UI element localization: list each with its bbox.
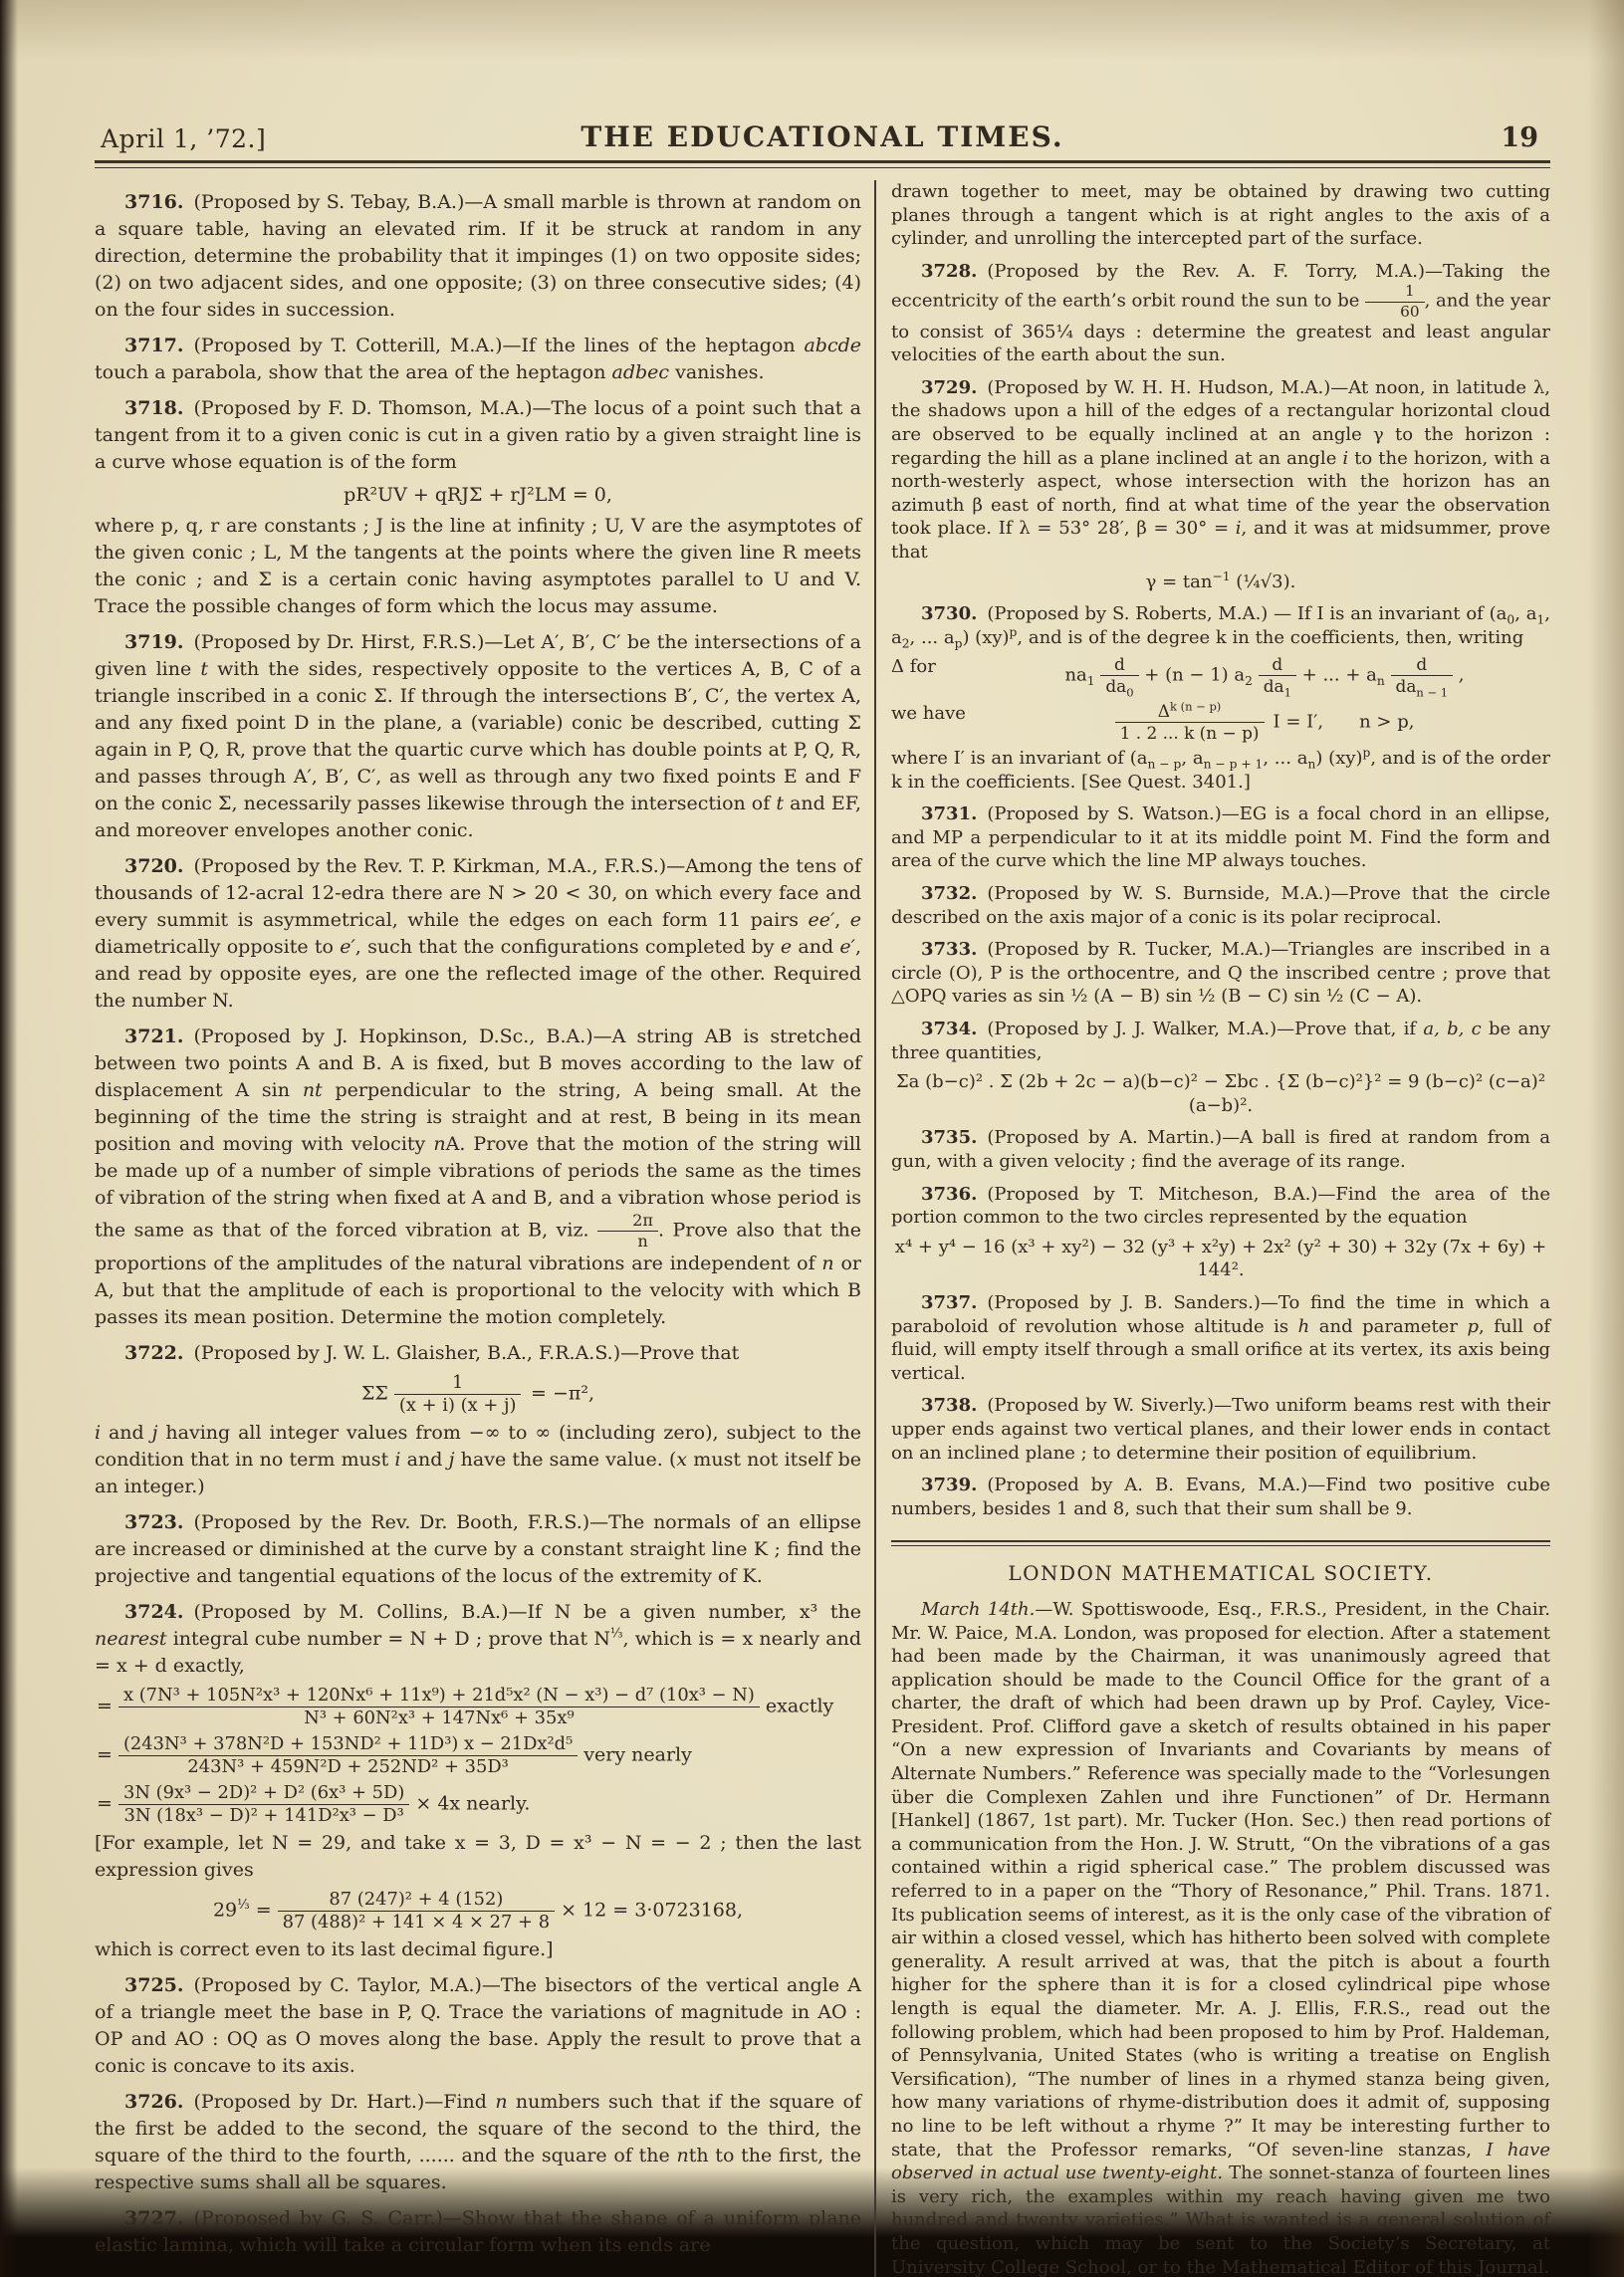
text-paragraph: [For example, let N = 29, and take x = 3, D = x³ − N = − 2 ; then the last expression gives [95, 1832, 861, 1882]
fraction: $\frac{1}{60}$ [1365, 283, 1424, 320]
fraction: $\frac{\text{87 (247)² + 4 (152)}}{\text{87 (488)² + 141 × 4 × 27 + 8}}$ [278, 1890, 555, 1933]
problem-3733: 3733. (Proposed by R. Tucker, M.A.)—Triangles are inscribed in a circle (O), P is the orthocentre, and Q the inscribed centre ; prove that △OPQ varies as sin ½ (A − B) sin ½ (B − C) sin ½ (C − A). [891, 939, 1550, 1008]
problem-3738: 3738. (Proposed by W. Siverly.)—Two uniform beams rest with their upper ends against two vertical planes, and their lower ends in contact on an inclined plane ; to determine their position of equilibrium. [891, 1395, 1550, 1464]
problem-3718: 3718. (Proposed by F. D. Thomson, M.A.)—The locus of a point such that a tangent from it to a given conic is cut in a given ratio by a given straight line is a curve whose equation is of the form [95, 397, 861, 473]
problem-number: 3721. [124, 1025, 184, 1047]
left-column [95, 180, 874, 2277]
problem-3732: 3732. (Proposed by W. S. Burnside, M.A.)—Prove that the circle described on the axis major of a conic is its polar reciprocal. [891, 883, 1550, 928]
fraction: $\frac{2\pi}{n}$ [597, 1212, 658, 1251]
problem-number: 3717. [124, 335, 184, 356]
problem-3739: 3739. (Proposed by A. B. Evans, M.A.)—Find two positive cube numbers, besides 1 and 8, such that their sum shall be 9. [891, 1475, 1550, 1519]
problem-number: 3728. [921, 260, 978, 282]
problem-number: 3726. [124, 2091, 184, 2114]
formula-label: we have [891, 703, 966, 725]
fraction: $\frac{\text{3N (9x³ − 2D)² + D² (6x³ + 5D)}}{\text{3N (18x³ − D)² + 141D²x³ − D³}}$ [118, 1783, 409, 1826]
fraction: $\frac{d}{da_{n - 1}}$ [1391, 655, 1454, 696]
display-formula: pR²UV + qRJΣ + rJ²LM = 0, [344, 484, 612, 506]
fraction: x (7N³ + 105N²x³ + 120Nx⁶ + 11x⁹) + 21d⁵x² (N − x³) − d⁷ (10x³ − N) N³ + 60N²x³ + 147Nx⁶ + 35x⁹ [118, 1686, 760, 1728]
problem-number: 3729. [921, 376, 978, 398]
problem-3731: 3731. (Proposed by S. Watson.)—EG is a focal chord in an ellipse, and MP a perpendicular to it at its middle point M. Find the form and area of the curve which the line MP always touches. [891, 803, 1550, 872]
page-title: THE EDUCATIONAL TIMES. [580, 120, 1064, 153]
problem-3729: 3729. (Proposed by W. H. H. Hudson, M.A.)—At noon, in latitude λ, the shadows upon a hill of the edges of a rectangular horizontal cloud are observed to be equally inclined at an angle γ to the horizon : regarding the hill as a plane inclined at an angle i to the horizon, with a north-westerly aspect, whose intersection with the horizon has an azimuth β east of north, find at what time of the year the observation took place. If λ = 53° 28′, β = 30° = i, and it was at midsummer, prove that [891, 376, 1550, 563]
problem-3717: 3717. (Proposed by T. Cotterill, M.A.)—If the lines of the heptagon abcde touch a parabola, show that the area of the heptagon adbec vanishes. [95, 335, 861, 383]
display-formula: ΣΣ $\frac{1}{(x + i) (x + j)}$ = −π², [360, 1372, 595, 1417]
problem-number: 3722. [124, 1342, 184, 1365]
problem-number: 3734. [921, 1019, 978, 1040]
fraction: $\frac{\Delta^{k (n - p)}}{1 . 2 ... k (n - p)}$ [1115, 702, 1265, 743]
problem-number: 3725. [124, 1974, 184, 1997]
display-formula: Σa (b−c)² . Σ (2b + 2c − a)(b−c)² − Σbc . {Σ (b−c)²}² = 9 (b−c)² (c−a)² (a−b)². [895, 1071, 1546, 1116]
display-formula: $\gamma = \tan^{-1}$ (¼√3). [1145, 569, 1296, 592]
text-paragraph: March 14th.—W. Spottiswoode, Esq., F.R.S., President, in the Chair. Mr. W. Paice, M.A. London, was proposed for election. After a statement had been made by the Chairman, it was unanimously agreed that application should be made to the Council Office for the grant of a charter, the draft of which had been drawn up by Prof. Cayley, Vice-President. Prof. Clifford gave a sketch of results obtained in his paper “On a new expression of Invariants and Covariants by means of Alternate Numbers.” Reference was specially made to the “Vorlesungen über die Complexen Zahlen und ihre Functionen” of Dr. Hermann [Hankel] (1867, 1st part). Mr. Tucker (Hon. Sec.) then read portions of a communication from the Hon. J. W. Strutt, “On the vibrations of a gas contained within a rigid spherical case.” The problem discussed was referred to in a paper on the “Thory of Resonance,” Phil. Trans. 1871. Its publication seems of interest, as it is the only case of the vibration of air within a closed vessel, which has hitherto been solved with complete generality. A result arrived at was, that the pitch is about a fourth higher for the sphere than it is for a closed cylindrical pipe whose length is equal the diameter. Mr. A. J. Ellis, F.R.S., read out the following problem, which had been proposed to him by Prof. Haldeman, of Pennsylvania, United States (who is writing a treatise on English Versification), “The number of lines in a rhymed stanza being given, how many variations of rhyme-distribution does it admit of, supposing no line to be left without a rhyme ?” It may be interesting further to state, that the Professor remarks, “Of seven-line stanzas, I have observed in actual use twenty-eight. The sonnet-stanza of fourteen lines is very rich, the examples within my reach having given me two hundred and twenty varieties.” What is wanted is a general solution of the question, which may be sent to the Society’s Secretary, at University College School, or to the Mathematical Editor of this Journal. [891, 1598, 1551, 2277]
header-rule [95, 160, 1550, 168]
problem-3726: 3726. (Proposed by Dr. Hart.)—Find n numbers such that if the square of the first be added to the second, the square of the second to the third, the square of the third to the fourth, ...... and the square of the nth to the first, the respective sums shall all be squares. [95, 2091, 861, 2194]
problem-3736: 3736. (Proposed by T. Mitcheson, B.A.)—Find the area of the portion common to the two circles represented by the equation [891, 1183, 1550, 1229]
formula-body: $na_1$ $\frac{d}{da_0}$ + (n − 1) $a_2$ $\frac{d}{da_1}$ + ... + $a_n$ $\frac{d}{da_{n - 1}}$ , [1064, 654, 1465, 700]
problem-number: 3733. [921, 939, 978, 961]
problem-3730: 3730. (Proposed by S. Roberts, M.A.) — If I is an invariant of ($a_0$, $a_1$, $a_2$, ... $a_p$) (xy)$^p$, and is of the degree k in the coefficients, then, writing [891, 603, 1550, 651]
problem-3737: 3737. (Proposed by J. B. Sanders.)—To find the time in which a paraboloid of revolution whose altitude is h and parameter p, full of fluid, will empty itself through a small orifice at its vertex, its axis being vertical. [891, 1291, 1551, 1384]
problem-3725: 3725. (Proposed by C. Taylor, M.A.)—The bisectors of the vertical angle A of a triangle meet the base in P, Q. Trace the variations of magnitude in AO : OP and AO : OQ as O moves along the base. Apply the result to prove that a conic is concave to its axis. [95, 1974, 861, 2078]
display-formula: $29^{\frac{1}{3}}$ = $\frac{\text{87 (247)² + 4 (152)}}{\text{87 (488)² + 141 × 4 × 27 + 8}}$ × 12 = 3·0723168, [212, 1889, 744, 1934]
problem-number: 3720. [124, 855, 184, 877]
problem-number: 3736. [921, 1183, 978, 1205]
fraction: $\frac{d}{da_1}$ [1259, 655, 1296, 696]
display-formula [891, 654, 1550, 700]
formula-label: Δ for [891, 656, 936, 678]
display-formula: x⁴ + y⁴ − 16 (x³ + xy²) − 32 (y³ + x²y) + 2x² (y² + 30) + 32y (7x + 6y) + 144². [894, 1236, 1547, 1281]
problem-3734: 3734. (Proposed by J. J. Walker, M.A.)—Prove that, if a, b, c be any three quantities, [891, 1019, 1550, 1063]
text-paragraph: which is correct even to its last decimal figure.] [95, 1938, 554, 1961]
problem-number: 3718. [124, 397, 184, 419]
page-number: 19 [1501, 122, 1538, 153]
fraction: $\frac{1}{(x + i) (x + j)}$ [394, 1373, 522, 1416]
problem-number: 3724. [124, 1601, 184, 1624]
right-column [876, 180, 1550, 2277]
problem-3728: 3728. (Proposed by the Rev. A. F. Torry, M.A.)—Taking the eccentricity of the earth’s orbit round the sun to be $\frac{1}{60}$ , and the year to consist of 365¼ days : determine the greatest and least angular velocities of the earth about the sun. [891, 260, 1550, 366]
problem-number: 3727. [124, 2207, 184, 2230]
display-formula [891, 699, 1550, 744]
problem-3724: 3724. (Proposed by M. Collins, B.A.)—If N be a given number, x³ the nearest integral cube number = N + D ; prove that $N^{\frac{1}{3}}$, which is = x nearly and = x + d exactly, [95, 1601, 861, 1678]
page-header [95, 108, 1550, 153]
display-formula: = $\frac{\text{3N (9x³ − 2D)² + D² (6x³ + 5D)}}{\text{3N (18x³ − D)² + 141D²x³ − D³}}$ × 4x nearly. [97, 1782, 531, 1827]
text-paragraph: drawn together to meet, may be obtained by drawing two cutting planes through a tangent which is at right angles to the axis of a cylinder, and unrolling the intercepted part of the surface. [891, 181, 1550, 250]
problem-number: 3719. [124, 631, 184, 653]
problem-3723: 3723. (Proposed by the Rev. Dr. Booth, F.R.S.)—The normals of an ellipse are increased or diminished at the curve by a constant straight line K ; find the projective and tangential equations of the locus of the extremity of K. [95, 1511, 861, 1588]
problem-3721: 3721. (Proposed by J. Hopkinson, D.Sc., B.A.)—A string AB is stretched between two points A and B. A is fixed, but B moves according to the law of displacement A sin nt perpendicular to the string, A being small. At the beginning of the time the string is straight and at rest, B being in its mean position and moving with velocity nA. Prove that the motion of the string will be made up of a number of simple vibrations of periods the same as the times of vibration of the string when fixed at A and B, and a vibration whose period is the same as that of the forced vibration at B, viz. $\frac{2\pi}{n}$ . Prove also that the proportions of the amplitudes of the natural vibrations are independent of n or A, but that the amplitude of each is proportional to the velocity with which B passes its mean position. Determine the motion completely. [95, 1025, 861, 1329]
display-formula: = $\frac{\text{(243N³ + 378N²D + 153ND² + 11D³) x − 21Dx²d⁵}}{\text{243N³ + 459N²D + 252ND² + 35D³}}$ very nearly [97, 1733, 692, 1778]
fraction: $\frac{d}{da_0}$ [1100, 655, 1138, 696]
issue-date: April 1, ’72.] [101, 124, 267, 153]
fraction: $\frac{\text{(243N³ + 378N²D + 153ND² + 11D³) x − 21Dx²d⁵}}{\text{243N³ + 459N²D + 252ND² + 35D³}}$ [118, 1734, 578, 1777]
problem-3722: 3722. (Proposed by J. W. L. Glaisher, B.A., F.R.A.S.)—Prove that [124, 1342, 740, 1365]
text-paragraph: where p, q, r are constants ; J is the line at infinity ; U, V are the asymptotes of the given conic ; L, M the tangents at the points where the given line R meets the conic ; and Σ is a certain conic having asymptotes parallel to U and V. Trace the possible changes of form which the locus may assume. [95, 515, 861, 617]
display-formula: = x (7N³ + 105N²x³ + 120Nx⁶ + 11x⁹) + 21d⁵x² (N − x³) − d⁷ (10x³ − N) N³ + 60N²x³ + 147Nx⁶ + 35x⁹ exactly [97, 1685, 834, 1729]
problem-number: 3723. [124, 1511, 184, 1534]
problem-3716: 3716. (Proposed by S. Tebay, B.A.)—A small marble is thrown at random on a square table, having an elevated rim. If it be struck at random in any direction, determine the probability that it impinges (1) on two opposite sides; (2) on two adjacent sides, and one opposite; (3) on three consecutive sides; (4) on the four sides in succession. [95, 191, 861, 321]
problem-number: 3732. [921, 883, 978, 905]
problem-3727: 3727. (Proposed by G. S. Carr.)—Show that the shape of a uniform plane elastic lamina, which will take a circular form when its ends are [95, 2207, 861, 2257]
problem-number: 3737. [921, 1291, 978, 1313]
problem-3720: 3720. (Proposed by the Rev. T. P. Kirkman, M.A., F.R.S.)—Among the tens of thousands of 12-acral 12-edra there are N > 20 < 30, on which every face and every summit is asymmetrical, while the edges on each form 11 pairs ee′, e diametrically opposite to e′, such that the configurations completed by e and e′, and read by opposite eyes, are one the reflected image of the other. Required the number N. [95, 855, 861, 1012]
problem-number: 3730. [921, 603, 978, 625]
columns [95, 180, 1550, 2277]
problem-number: 3739. [921, 1475, 978, 1496]
problem-number: 3731. [921, 803, 978, 825]
section-heading: LONDON MATHEMATICAL SOCIETY. [1008, 1561, 1434, 1586]
page-body [95, 108, 1550, 2277]
section-divider-rule [891, 1540, 1550, 1546]
formula-body: $\frac{\Delta^{k (n - p)}}{1 . 2 ... k (n - p)}$ I = I′, n > p, [979, 702, 1550, 743]
problem-3735: 3735. (Proposed by A. Martin.)—A ball is fired at random from a gun, with a given velocity ; find the average of its range. [891, 1127, 1550, 1172]
problem-number: 3735. [921, 1127, 978, 1149]
text-paragraph: i and j having all integer values from −∞ to ∞ (including zero), subject to the condition that in no term must i and j have the same value. (x must not itself be an integer.) [95, 1422, 861, 1498]
problem-number: 3716. [124, 191, 184, 213]
problem-3719: 3719. (Proposed by Dr. Hirst, F.R.S.)—Let A′, B′, C′ be the intersections of a given line t with the sides, respectively opposite to the vertices A, B, C of a triangle inscribed in a conic Σ. If through the intersections B′, C′, the vertex A, and any fixed point D in the plane, a (variable) conic be described, cutting Σ again in P, Q, R, prove that the quartic curve which has double points at P, Q, R, and passes through A′, B′, C′, as well as through any two fixed points E and F on the conic Σ, necessarily passes likewise through the intersection of t and EF, and moreover envelopes another conic. [95, 631, 861, 841]
problem-number: 3738. [921, 1395, 978, 1417]
text-paragraph: where I′ is an invariant of ($a_{n - p}$, $a_{n - p + 1}$, ... $a_n$) (xy)$^p$, and is of the order k in the coefficients. [See Quest. 3401.] [891, 746, 1551, 793]
